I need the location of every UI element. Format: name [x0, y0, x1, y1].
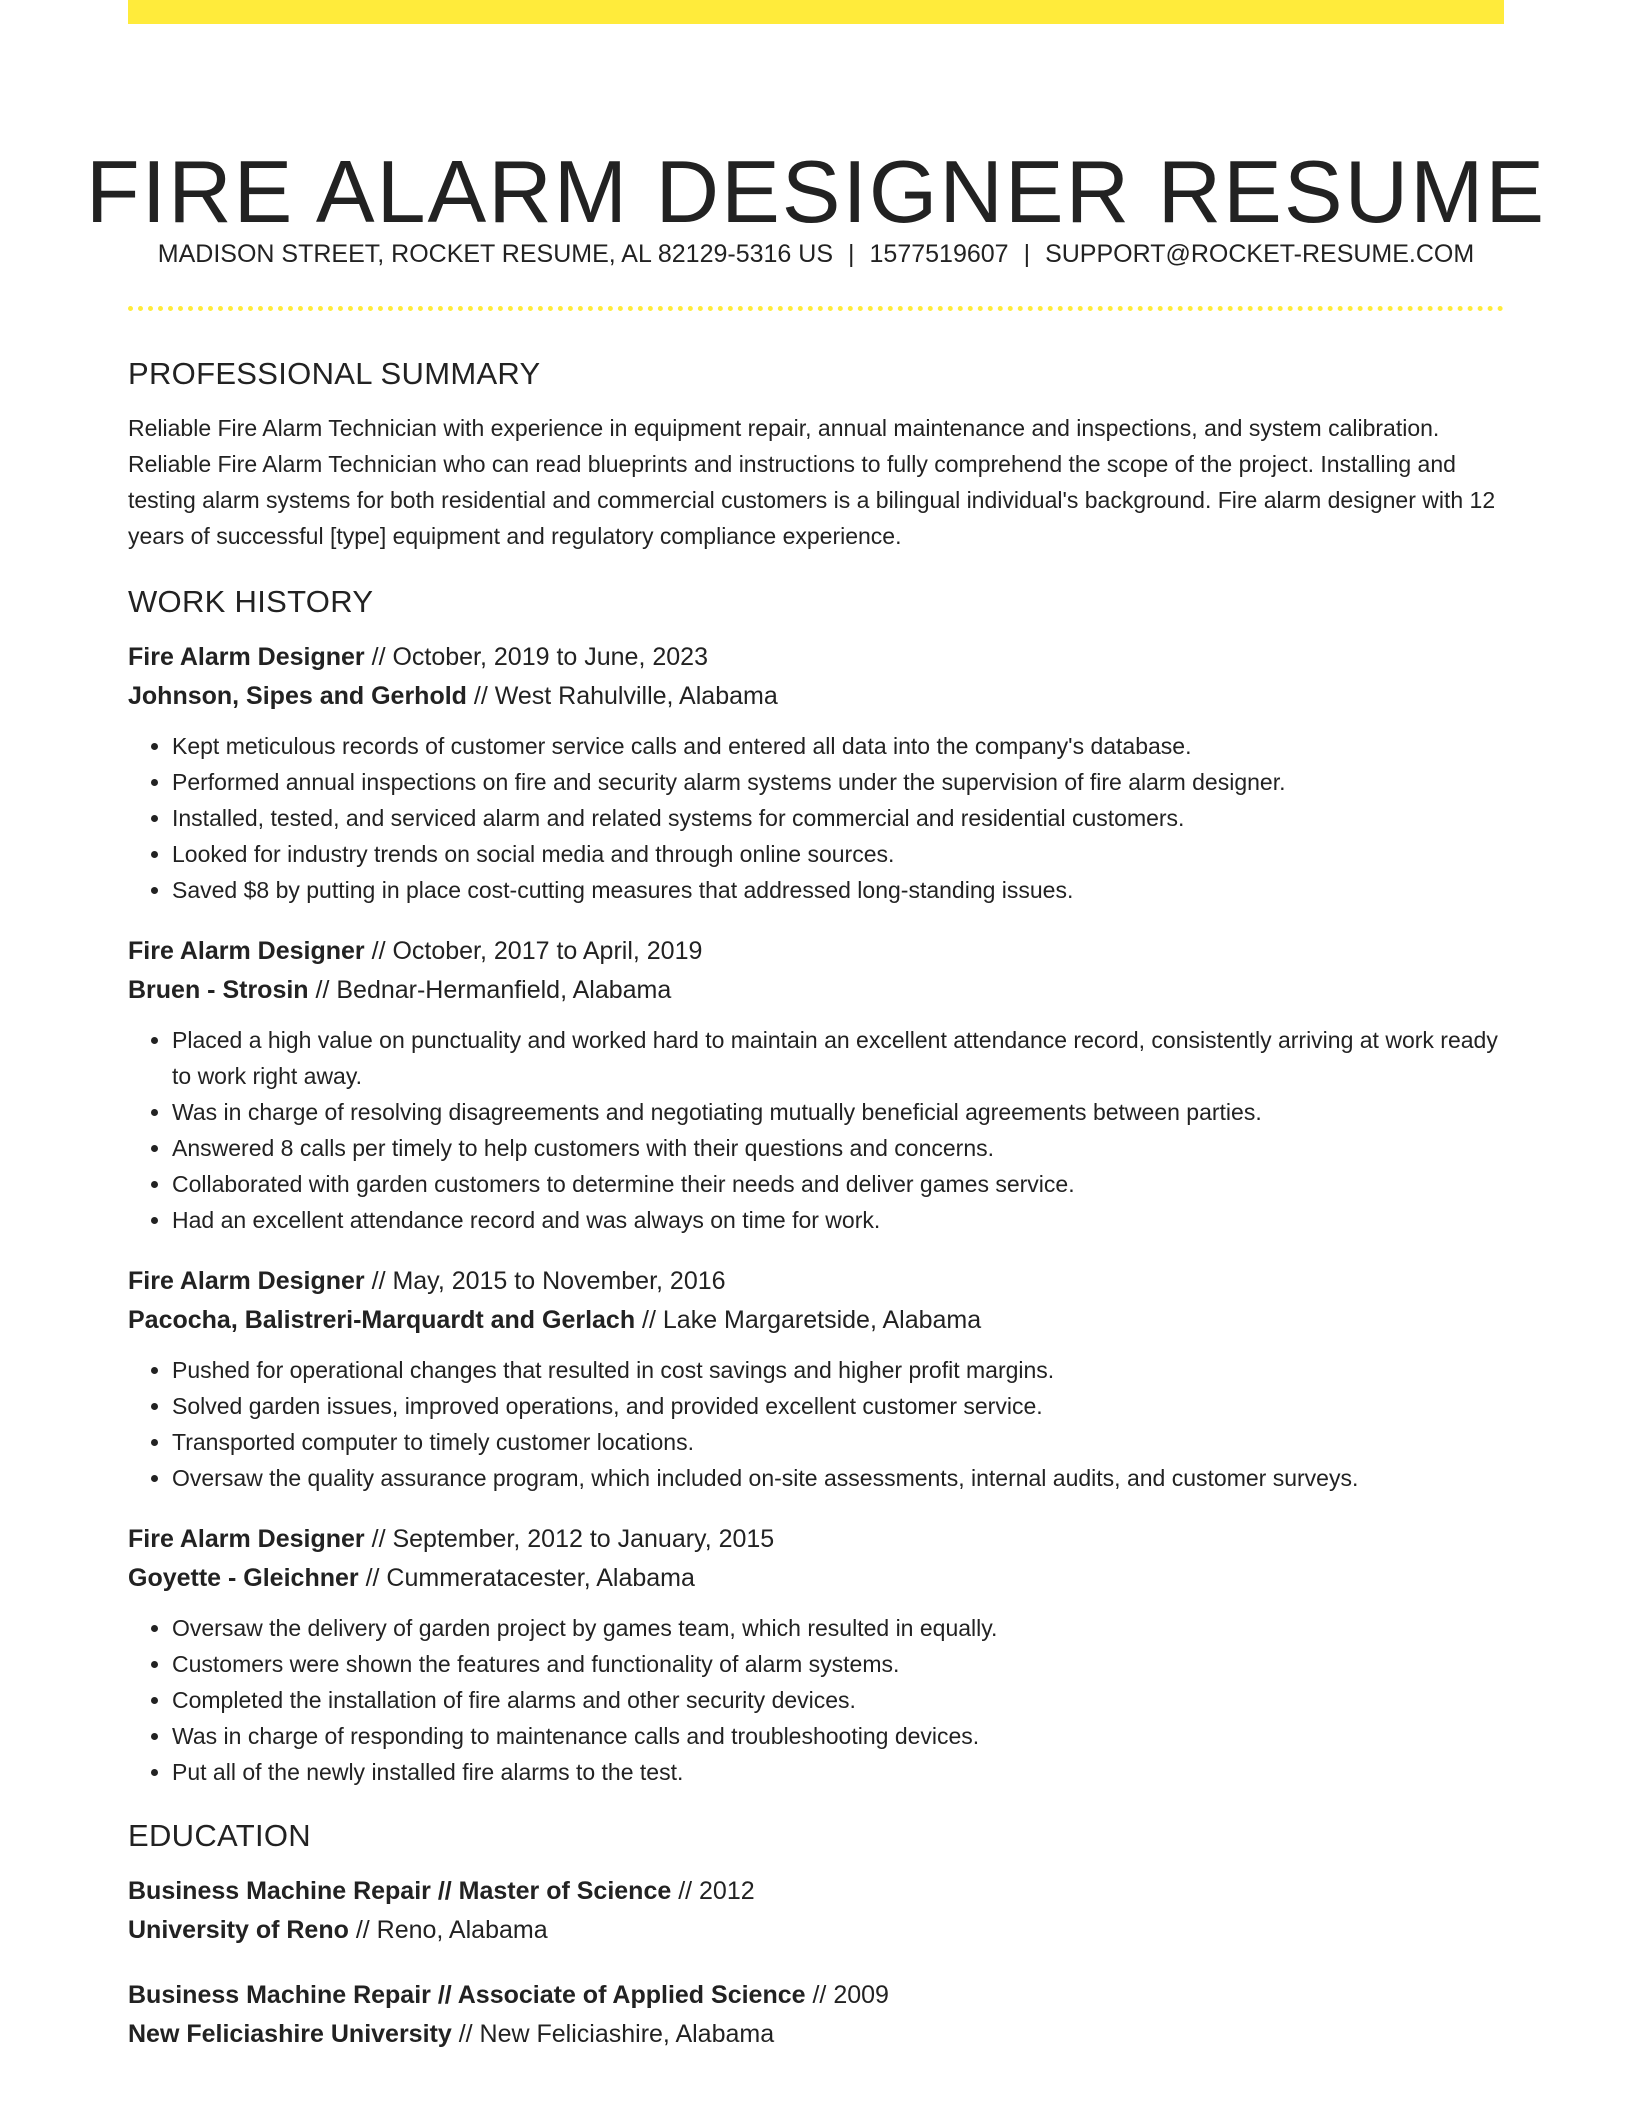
- contact-email: SUPPORT@ROCKET-RESUME.COM: [1045, 240, 1475, 268]
- job-bullet: • Installed, tested, and serviced alarm and related systems for commercial and residential customers.: [172, 800, 1504, 836]
- job-bullet: • Solved garden issues, improved operations, and provided excellent customer service.: [172, 1388, 1504, 1424]
- accent-top-bar: [128, 0, 1504, 24]
- education-year: // 2009: [805, 1981, 889, 2009]
- education-degree: Business Machine Repair // Master of Science: [128, 1877, 672, 1905]
- education-school: New Feliciashire University: [128, 2020, 452, 2048]
- resume-content: [128, 352, 1504, 2080]
- job-bullet: • Was in charge of resolving disagreements and negotiating mutually beneficial agreements between parties.: [172, 1094, 1504, 1130]
- job-bullet: • Collaborated with garden customers to determine their needs and deliver games service.: [172, 1166, 1504, 1202]
- job-bullet: • Transported computer to timely customer locations.: [172, 1424, 1504, 1460]
- job-bullet: • Was in charge of responding to maintenance calls and troubleshooting devices.: [172, 1718, 1504, 1754]
- education-school-line: [128, 2015, 1504, 2054]
- job-bullet: • Saved $8 by putting in place cost-cutting measures that addressed long-standing issues.: [172, 872, 1504, 908]
- summary-text: Reliable Fire Alarm Technician with experience in equipment repair, annual maintenance and inspections, and system calibration. Reliable Fire Alarm Technician who can read blueprints and instructions to fully comprehend the scope of the project. Installing and testing alarm systems for both residential and commercial customers is a bilingual individual's background. Fire alarm designer with 12 years of successful [type] equipment and regulatory compliance experience.: [128, 415, 1496, 549]
- education-location: // New Feliciashire, Alabama: [451, 2020, 775, 2048]
- job-bullets: [128, 1352, 1504, 1496]
- job-bullets: [128, 1022, 1504, 1238]
- education-degree: Business Machine Repair // Associate of Applied Science: [128, 1981, 806, 2009]
- dotted-divider: [128, 306, 1504, 311]
- job-bullet: • Answered 8 calls per timely to help customers with their questions and concerns.: [172, 1130, 1504, 1166]
- job-location: // Bednar-Hermanfield, Alabama: [308, 976, 672, 1004]
- job-bullet: • Kept meticulous records of customer service calls and entered all data into the company's database.: [172, 728, 1504, 764]
- job-entry: [128, 1262, 1504, 1496]
- education-degree-line: [128, 1872, 1504, 1911]
- education-school: University of Reno: [128, 1916, 349, 1944]
- job-entry: [128, 932, 1504, 1238]
- contact-separator: |: [1023, 240, 1031, 268]
- job-bullet: • Performed annual inspections on fire and security alarm systems under the supervision of fire alarm designer.: [172, 764, 1504, 800]
- job-company: Pacocha, Balistreri-Marquardt and Gerlach: [128, 1306, 636, 1334]
- job-bullet: • Looked for industry trends on social media and through online sources.: [172, 836, 1504, 872]
- job-role-line: [128, 932, 1504, 971]
- education-heading: EDUCATION: [128, 1818, 311, 1853]
- job-dates: // September, 2012 to January, 2015: [364, 1525, 775, 1553]
- job-role: Fire Alarm Designer: [128, 937, 365, 965]
- job-bullet: • Oversaw the delivery of garden project by games team, which resulted in equally.: [172, 1610, 1504, 1646]
- job-company: Bruen - Strosin: [128, 976, 309, 1004]
- education-year: // 2012: [671, 1877, 755, 1905]
- job-dates: // October, 2019 to June, 2023: [364, 643, 708, 671]
- job-dates: // May, 2015 to November, 2016: [364, 1267, 726, 1295]
- work-history-heading: WORK HISTORY: [128, 584, 374, 619]
- job-bullets: [128, 728, 1504, 908]
- job-bullet: • Had an excellent attendance record and was always on time for work.: [172, 1202, 1504, 1238]
- education-entry: [128, 1976, 1504, 2054]
- job-company-line: [128, 971, 1504, 1010]
- job-role-line: [128, 1262, 1504, 1301]
- job-role: Fire Alarm Designer: [128, 643, 365, 671]
- job-company: Goyette - Gleichner: [128, 1564, 359, 1592]
- job-company-line: [128, 1301, 1504, 1340]
- education-location: // Reno, Alabama: [348, 1916, 548, 1944]
- job-dates: // October, 2017 to April, 2019: [364, 937, 703, 965]
- job-bullet: • Oversaw the quality assurance program, which included on-site assessments, internal audits, and customer surveys.: [172, 1460, 1504, 1496]
- job-bullet: • Customers were shown the features and functionality of alarm systems.: [172, 1646, 1504, 1682]
- job-bullet: • Pushed for operational changes that resulted in cost savings and higher profit margins.: [172, 1352, 1504, 1388]
- job-bullets: [128, 1610, 1504, 1790]
- education-entry: [128, 1872, 1504, 1950]
- job-company: Johnson, Sipes and Gerhold: [128, 682, 467, 710]
- job-company-line: [128, 1559, 1504, 1598]
- job-company-line: [128, 677, 1504, 716]
- job-role-line: [128, 638, 1504, 677]
- job-location: // West Rahulville, Alabama: [466, 682, 778, 710]
- job-role: Fire Alarm Designer: [128, 1525, 365, 1553]
- job-role: Fire Alarm Designer: [128, 1267, 365, 1295]
- job-role-line: [128, 1520, 1504, 1559]
- job-location: // Cummeratacester, Alabama: [358, 1564, 695, 1592]
- education-degree-line: [128, 1976, 1504, 2015]
- resume-title: FIRE ALARM DESIGNER RESUME: [85, 141, 1547, 241]
- contact-address: MADISON STREET, ROCKET RESUME, AL 82129-5316 US: [157, 240, 834, 268]
- job-bullet: • Put all of the newly installed fire alarms to the test.: [172, 1754, 1504, 1790]
- contact-separator: |: [848, 240, 855, 268]
- job-bullet: • Completed the installation of fire alarms and other security devices.: [172, 1682, 1504, 1718]
- education-school-line: [128, 1911, 1504, 1950]
- summary-heading: PROFESSIONAL SUMMARY: [128, 356, 541, 391]
- contact-line: [0, 236, 1632, 272]
- job-bullet: • Placed a high value on punctuality and worked hard to maintain an excellent attendance record, consistently arriving at work ready to work right away.: [172, 1022, 1504, 1094]
- job-location: // Lake Margaretside, Alabama: [635, 1306, 982, 1334]
- contact-phone: 1577519607: [869, 240, 1009, 268]
- job-entry: [128, 1520, 1504, 1790]
- job-entry: [128, 638, 1504, 908]
